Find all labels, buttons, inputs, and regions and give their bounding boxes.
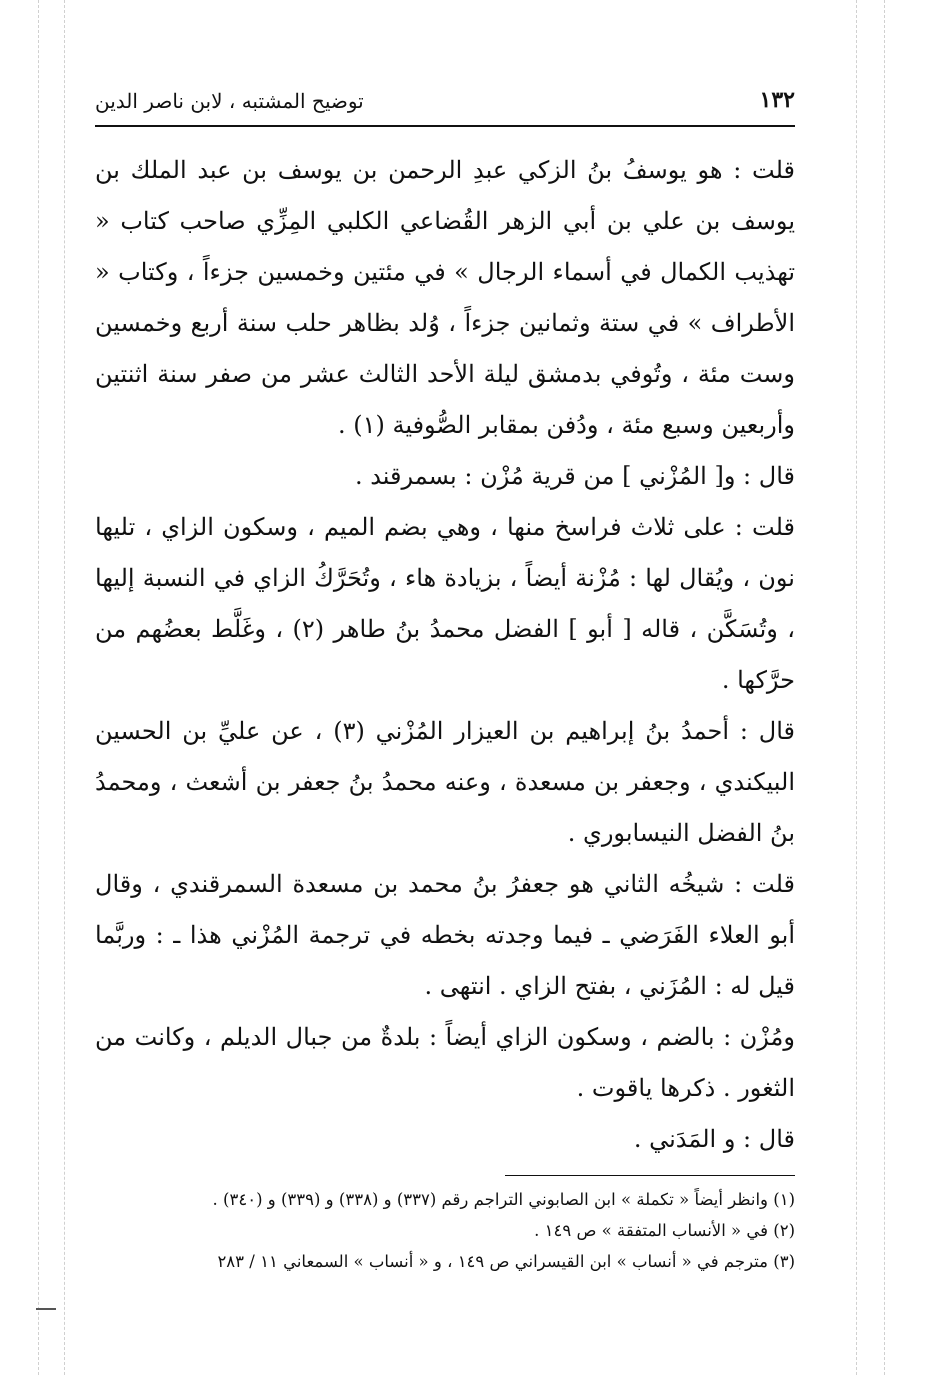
- margin-guide-line: [884, 0, 885, 1375]
- paragraph-muzn-village: قلت : على ثلاث فراسخ منها ، وهي بضم الميم ، وسكون الزاي ، تليها نون ، ويُقال لها : مُزْنة أيضاً ، بزيادة هاء ، وتُحَرَّكُ الزاي في النسبة إليها ، وتُسَكَّن ، قاله [ أبو ] الفضل محمدُ بنُ طاهر (٢) ، وغَلَّط بعضُهم من حرَّكها .: [95, 513, 795, 694]
- margin-guide-line: [856, 0, 857, 1375]
- paragraph-entry-al-madani: قال : و المَدَني .: [633, 1125, 795, 1153]
- paragraph-yusuf-al-mizzi: قلت : هو يوسفُ بنُ الزكي عبدِ الرحمن بن يوسف بن عبد الملك بن يوسف بن علي بن أبي الزهر القُضاعي الكلبي المِزِّي صاحب كتاب « تهذيب الكمال في أسماء الرجال » في مئتين وخمسين جزءاً ، وكتاب « الأطراف » في ستة وثمانين جزءاً ، وُلد بظاهر حلب سنة أربع وخمسين وست مئة ، وتُوفي بدمشق ليلة الأحد الثالث عشر من صفر سنة اثنتين وأربعين وسبع مئة ، ودُفن بمقابر الصُّوفية (١) .: [95, 156, 795, 439]
- scan-speck: [36, 1308, 56, 1310]
- footnote-2: (٢) في « الأنساب المتفقة » ص ١٤٩ .: [534, 1221, 795, 1240]
- margin-guide-line: [64, 0, 65, 1375]
- book-page: [95, 85, 795, 1277]
- paragraph-muzn-town: ومُزْن : بالضم ، وسكون الزاي أيضاً : بلدةٌ من جبال الديلم ، وكانت من الثغور . ذكرها ياقوت .: [95, 1023, 795, 1102]
- footnote-3: (٣) مترجم في « أنساب » ابن القيسراني ص ١٤٩ ، و « أنساب » السمعاني ١١ / ٢٨٣: [217, 1252, 795, 1271]
- footnote-1: (١) وانظر أيضاً « تكملة » ابن الصابوني التراجم رقم (٣٣٧) و (٣٣٨) و (٣٣٩) و (٣٤٠) .: [212, 1190, 795, 1209]
- footnotes: [95, 1184, 795, 1277]
- paragraph-ahmad-ibn-ibrahim: قال : أحمدُ بنُ إبراهيم بن العيزار المُزْني (٣) ، عن عليِّ بن الحسين البيكندي ، وجعفر بن مسعدة ، وعنه محمدُ بنُ جعفر بن أشعث ، ومحمدُ بنُ الفضل النيسابوري .: [95, 717, 795, 847]
- paragraph-entry-al-muzni: قال : و[ المُزْني ] من قرية مُزْن : بسمرقند .: [354, 462, 795, 490]
- body-text: [95, 145, 795, 1165]
- paragraph-jafar-ibn-muhammad: قلت : شيخُه الثاني هو جعفرُ بنُ محمد بن مسعدة السمرقندي ، وقال أبو العلاء الفَرَضي ـ فيما وجدته بخطه في ترجمة المُزْني هذا ـ : وربَّما قيل له : المُزَني ، بفتح الزاي . انتهى .: [95, 870, 796, 1000]
- running-title: توضيح المشتبه ، لابن ناصر الدين: [95, 89, 364, 113]
- margin-guide-line: [38, 0, 39, 1375]
- page-header: [95, 85, 795, 127]
- footnote-divider: [505, 1175, 795, 1176]
- page-number: ١٣٢: [759, 87, 795, 113]
